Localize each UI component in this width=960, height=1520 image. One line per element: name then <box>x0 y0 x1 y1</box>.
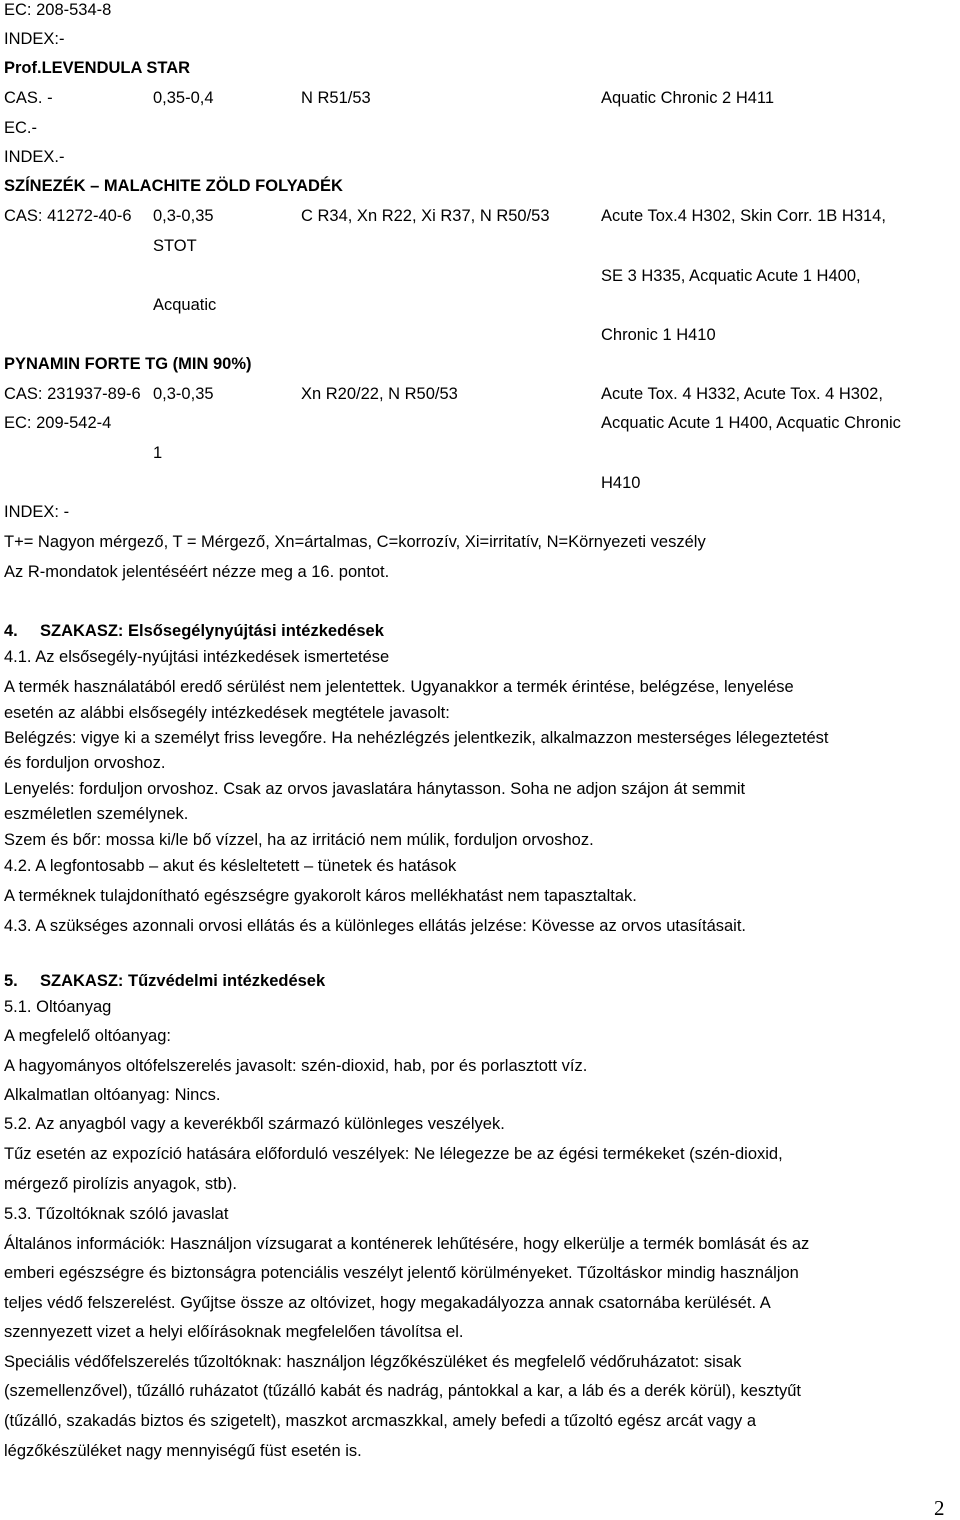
ec-number: EC: 208-534-8 <box>4 1 112 19</box>
substance-name: Prof.LEVENDULA STAR <box>4 59 191 77</box>
r-phrase-reference: Az R-mondatok jelentéséért nézze meg a 16. pontot. <box>4 563 390 581</box>
r-classification: Xn R20/22, N R50/53 <box>301 385 458 403</box>
cas-number: CAS: 231937-89-6 <box>4 385 141 403</box>
paragraph-line: eszméletlen személynek. <box>4 805 189 823</box>
subsection-heading: 4.2. A legfontosabb – akut és késleltetett – tünetek és hatások <box>4 857 457 875</box>
subsection-heading: 5.1. Oltóanyag <box>4 998 112 1016</box>
paragraph-line: légzőkészüléket nagy mennyiségű füst esetén is. <box>4 1442 362 1460</box>
paragraph-line: mérgező pirolízis anyagok, stb). <box>4 1175 237 1193</box>
paragraph-line: szennyezett vizet a helyi előírásoknak megfelelően távolítsa el. <box>4 1323 464 1341</box>
paragraph-line: Alkalmatlan oltóanyag: Nincs. <box>4 1086 221 1104</box>
paragraph-line: Speciális védőfelszerelés tűzoltóknak: használjon légzőkészüléket és megfelelő védőruházatot: sisak <box>4 1353 742 1371</box>
paragraph-line: Lenyelés: forduljon orvoshoz. Csak az orvos javaslatára hánytasson. Soha ne adjon szájon át semmit <box>4 780 746 798</box>
section-number: 4. <box>4 622 18 640</box>
paragraph-line: emberi egészségre és biztonságra potenciális veszélyt jelentő körülményeket. Tűzoltáskor mindig használjon <box>4 1264 799 1282</box>
h-classification: SE 3 H335, Acquatic Acute 1 H400, <box>601 267 861 285</box>
index-number: INDEX.- <box>4 148 65 166</box>
page-number: 2 <box>934 1496 945 1520</box>
subsection-heading: 5.2. Az anyagból vagy a keverékből származó különleges veszélyek. <box>4 1115 505 1133</box>
paragraph-line: A megfelelő oltóanyag: <box>4 1027 171 1045</box>
paragraph-line: A termék használatából eredő sérülést nem jelentettek. Ugyanakkor a termék érintése, belégzése, lenyelése <box>4 678 794 696</box>
subsection-heading: 4.3. A szükséges azonnali orvosi ellátás és a különleges ellátás jelzése: Kövesse az orvos utasításait. <box>4 917 747 935</box>
subsection-heading: 5.3. Tűzoltóknak szóló javaslat <box>4 1205 229 1223</box>
h-classification: Acute Tox. 4 H332, Acute Tox. 4 H302, <box>601 385 883 403</box>
concentration-note: Acquatic <box>153 296 217 314</box>
paragraph-line: Belégzés: vigye ki a személyt friss levegőre. Ha nehézlégzés jelentkezik, alkalmazzon mesterséges lélegeztetést <box>4 729 829 747</box>
substance-name: PYNAMIN FORTE TG (MIN 90%) <box>4 355 252 373</box>
ec-number: EC.- <box>4 119 37 137</box>
concentration-note: STOT <box>153 237 197 255</box>
cas-number: CAS. - <box>4 89 53 107</box>
paragraph-line: (szemellenzővel), tűzálló ruházatot (tűzálló kabát és nadrág, pántokkal a kar, a láb és a derék körül), kesztyűt <box>4 1382 801 1400</box>
subsection-heading: 4.1. Az elsősegély-nyújtási intézkedések ismertetése <box>4 648 390 666</box>
paragraph-line: és forduljon orvoshoz. <box>4 754 166 772</box>
paragraph-line: Általános információk: Használjon vízsugarat a konténerek lehűtésére, hogy elkerülje a termék bomlását és az <box>4 1235 810 1253</box>
concentration: 0,35-0,4 <box>153 89 214 107</box>
substance-name: SZÍNEZÉK – MALACHITE ZÖLD FOLYADÉK <box>4 177 343 195</box>
concentration-note: 1 <box>153 444 163 462</box>
section-number: 5. <box>4 972 18 990</box>
paragraph-line: esetén az alábbi elsősegély intézkedések megtétele javasolt: <box>4 704 450 722</box>
index-number: INDEX:- <box>4 30 65 48</box>
h-classification: Acquatic Acute 1 H400, Acquatic Chronic <box>601 414 901 432</box>
hazard-symbol-legend: T+= Nagyon mérgező, T = Mérgező, Xn=ártalmas, C=korrozív, Xi=irritatív, N=Környezeti veszély <box>4 533 706 551</box>
paragraph-line: Szem és bőr: mossa ki/le bő vízzel, ha az irritáció nem múlik, forduljon orvoshoz. <box>4 831 594 849</box>
index-number: INDEX: - <box>4 503 70 521</box>
h-classification: Acute Tox.4 H302, Skin Corr. 1B H314, <box>601 207 886 225</box>
concentration: 0,3-0,35 <box>153 385 214 403</box>
paragraph-line: teljes védő felszerelést. Gyűjtse össze az oltóvizet, hogy megakadályozza annak csatornába kerülését. A <box>4 1294 771 1312</box>
section-4-heading: SZAKASZ: Elsősegélynyújtási intézkedések <box>40 622 384 640</box>
paragraph-line: A hagyományos oltófelszerelés javasolt: szén-dioxid, hab, por és porlasztott víz. <box>4 1057 588 1075</box>
h-classification: H410 <box>601 474 641 492</box>
cas-number: CAS: 41272-40-6 <box>4 207 132 225</box>
section-5-heading: SZAKASZ: Tűzvédelmi intézkedések <box>40 972 326 990</box>
paragraph-line: Tűz esetén az expozíció hatására előforduló veszélyek: Ne lélegezze be az égési termékeket (szén-dioxid, <box>4 1145 783 1163</box>
ec-number: EC: 209-542-4 <box>4 414 112 432</box>
r-classification: N R51/53 <box>301 89 371 107</box>
paragraph-line: (tűzálló, szakadás biztos és szigetelt), maszkot arcmaszkkal, amely befedi a tűzoltó egész arcát vagy a <box>4 1412 756 1430</box>
concentration: 0,3-0,35 <box>153 207 214 225</box>
paragraph-line: A terméknek tulajdonítható egészségre gyakorolt káros mellékhatást nem tapasztaltak. <box>4 887 637 905</box>
h-classification: Aquatic Chronic 2 H411 <box>601 89 775 107</box>
h-classification: Chronic 1 H410 <box>601 326 716 344</box>
r-classification: C R34, Xn R22, Xi R37, N R50/53 <box>301 207 550 225</box>
